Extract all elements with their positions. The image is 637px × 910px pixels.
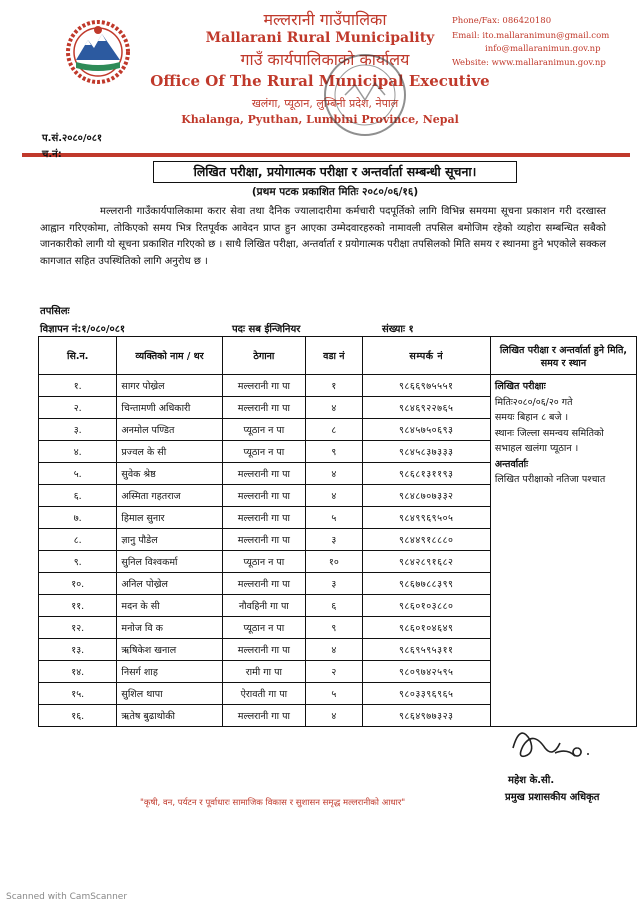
row-contact: ९८६०१०४६४९ bbox=[362, 617, 490, 639]
row-name: सुनिल विश्वकर्मा bbox=[117, 551, 222, 573]
row-name: सुवेक श्रेष्ठ bbox=[117, 463, 222, 485]
row-address: प्यूठान न पा bbox=[222, 551, 305, 573]
interview-label: अन्तर्वार्ताः bbox=[494, 458, 528, 470]
signatory-title: प्रमुख प्रशासकीय अधिकृत bbox=[505, 792, 600, 803]
row-ward: २ bbox=[306, 661, 363, 683]
row-contact: ९८४२८९१६८२ bbox=[362, 551, 490, 573]
row-address: मल्लरानी गा पा bbox=[222, 529, 305, 551]
row-name: ज्ञानु पौडेल bbox=[117, 529, 222, 551]
post-count: संख्याः १ bbox=[382, 324, 414, 335]
row-name: निसर्ग शाह bbox=[117, 661, 222, 683]
signature-scribble bbox=[505, 718, 595, 768]
table-row bbox=[39, 375, 637, 397]
row-contact: ९८४९९६९५०५ bbox=[362, 507, 490, 529]
row-address: मल्लरानी गा पा bbox=[222, 573, 305, 595]
row-contact: ९८६९५९५३११ bbox=[362, 639, 490, 661]
candidate-table bbox=[38, 336, 637, 727]
row-ward: ५ bbox=[306, 507, 363, 529]
row-serial: १. bbox=[39, 375, 117, 397]
scanner-watermark: Scanned with CamScanner bbox=[6, 892, 128, 902]
row-address: मल्लरानी गा पा bbox=[222, 375, 305, 397]
row-serial: ४. bbox=[39, 441, 117, 463]
row-ward: ८ bbox=[306, 419, 363, 441]
row-ward: १ bbox=[306, 375, 363, 397]
header-divider bbox=[22, 153, 630, 157]
row-name: अस्मिता गहतराज bbox=[117, 485, 222, 507]
written-exam-date: मितिः२०८०/०६/२० गते bbox=[494, 396, 573, 408]
office-name-english: Office Of The Rural Municipal Executive bbox=[150, 72, 490, 90]
contact-website: Website: www.mallaranimun.gov.np bbox=[452, 58, 606, 68]
row-serial: ९. bbox=[39, 551, 117, 573]
dispatch-number: च.नं: bbox=[42, 149, 62, 160]
row-address: प्यूठान न पा bbox=[222, 441, 305, 463]
row-serial: ३. bbox=[39, 419, 117, 441]
row-ward: ४ bbox=[306, 463, 363, 485]
row-ward: ९ bbox=[306, 617, 363, 639]
row-address: रामी गा पा bbox=[222, 661, 305, 683]
row-serial: १२. bbox=[39, 617, 117, 639]
row-address: मल्लरानी गा पा bbox=[222, 507, 305, 529]
exam-schedule-cell bbox=[490, 375, 636, 727]
row-contact: ९८४५७५०६९३ bbox=[362, 419, 490, 441]
row-ward: ३ bbox=[306, 573, 363, 595]
post-name: पदः सब ईन्जिनियर bbox=[232, 324, 301, 335]
row-contact: ९८६६९७५५५१ bbox=[362, 375, 490, 397]
office-name-nepali: गाउँ कार्यपालिकाको कार्यालय bbox=[240, 50, 410, 69]
row-name: अनमोल पण्डित bbox=[117, 419, 222, 441]
row-contact: ९८४६९२२७६५ bbox=[362, 397, 490, 419]
advertisement-number: विज्ञापन नं:१/०८०/०८१ bbox=[40, 324, 126, 335]
row-ward: ४ bbox=[306, 705, 363, 727]
header-address: ठेगाना bbox=[222, 337, 305, 375]
row-contact: ९८६८१३११९३ bbox=[362, 463, 490, 485]
row-address: प्यूठान न पा bbox=[222, 419, 305, 441]
contact-email-secondary: info@mallaranimun.gov.np bbox=[485, 44, 601, 54]
row-contact: ९८४५८३७३३३ bbox=[362, 441, 490, 463]
row-address: मल्लरानी गा पा bbox=[222, 463, 305, 485]
row-contact: ९८६७७८८३९९ bbox=[362, 573, 490, 595]
row-serial: १५. bbox=[39, 683, 117, 705]
row-contact: ९८४४९१८८८० bbox=[362, 529, 490, 551]
written-exam-time: समयः बिहान ८ बजे । bbox=[494, 412, 569, 423]
row-ward: ३ bbox=[306, 529, 363, 551]
row-name: प्रज्वल के सी bbox=[117, 441, 222, 463]
row-ward: ४ bbox=[306, 485, 363, 507]
row-serial: ११. bbox=[39, 595, 117, 617]
row-name: अनिल पोख्रेल bbox=[117, 573, 222, 595]
written-exam-place: स्थानः जिल्ला समन्वय समितिको सभाहल खलंगा प्यूठान । bbox=[494, 427, 604, 454]
row-serial: १४. bbox=[39, 661, 117, 683]
row-serial: ५. bbox=[39, 463, 117, 485]
row-serial: ६. bbox=[39, 485, 117, 507]
row-contact: ९८६४९७७३२३ bbox=[362, 705, 490, 727]
row-name: ऋषिकेश खनाल bbox=[117, 639, 222, 661]
municipality-name-english: Mallarani Rural Municipality bbox=[205, 30, 435, 46]
row-name: सुशिल थापा bbox=[117, 683, 222, 705]
row-address: मल्लरानी गा पा bbox=[222, 485, 305, 507]
row-contact: ९८६०१०३८८० bbox=[362, 595, 490, 617]
address-nepali: खलंगा, प्यूठान, लुम्बिनी प्रदेश, नेपाल bbox=[251, 97, 399, 110]
row-ward: ९ bbox=[306, 441, 363, 463]
notice-title: लिखित परीक्षा, प्रयोगात्मक परीक्षा र अन्तर्वार्ता सम्बन्धी सूचना। bbox=[153, 161, 517, 183]
notice-body: मल्लरानी गाउँकार्यपालिकामा करार सेवा तथा दैनिक ज्यालादारीमा कर्मचारी पदपूर्तिको लागि विभिन्न समयमा सूचना प्रकाशन गरी दरखास्त आह्वान गरिएकोमा, तोकिएको समय भित्र रितपूर्वक आवेदन प्राप्त हुन आएका उम्मेदवारहरुको नामावली तपसिल बमोजिम रहेको व्यहोरा सम्बन्धित सबैको जानकारीको लागी यो सूचना प्रकाशित गरिएको छ । साथै लिखित परीक्षा, अन्तर्वार्ता र प्रयोगात्मक परीक्षा तपसिलको मिति समय र स्थानमा हुने भएकोले सक्कल कागजात सहित उपस्थितिको लागि अनुरोध छ । bbox=[40, 206, 606, 267]
row-contact: ९८०९७४२५९५ bbox=[362, 661, 490, 683]
row-serial: २. bbox=[39, 397, 117, 419]
contact-email: Email: ito.mallaranimun@gmail.com bbox=[452, 31, 610, 41]
contact-phone: Phone/Fax: 086420180 bbox=[452, 16, 552, 26]
row-ward: ४ bbox=[306, 639, 363, 661]
row-serial: ८. bbox=[39, 529, 117, 551]
row-serial: १३. bbox=[39, 639, 117, 661]
written-exam-label: लिखित परीक्षाः bbox=[494, 381, 546, 392]
notice-subtitle: (प्रथम पटक प्रकाशित मितिः २०८०/०६/१६) bbox=[251, 186, 419, 198]
municipality-logo bbox=[62, 18, 134, 86]
row-name: मदन के सी bbox=[117, 595, 222, 617]
row-name: मनोज वि क bbox=[117, 617, 222, 639]
header-ward: वडा नं bbox=[306, 337, 363, 375]
header-contact: सम्पर्क नं bbox=[362, 337, 490, 375]
interview-text: लिखित परीक्षाको नतिजा पश्चात bbox=[494, 474, 606, 485]
row-contact: ९८०३३९६९६५ bbox=[362, 683, 490, 705]
row-ward: १० bbox=[306, 551, 363, 573]
row-address: मल्लरानी गा पा bbox=[222, 705, 305, 727]
row-address: मल्लरानी गा पा bbox=[222, 397, 305, 419]
office-stamp bbox=[315, 45, 415, 145]
row-serial: १६. bbox=[39, 705, 117, 727]
row-ward: ६ bbox=[306, 595, 363, 617]
row-serial: १०. bbox=[39, 573, 117, 595]
row-name: सागर पोख्रेल bbox=[117, 375, 222, 397]
row-address: नौवहिनी गा पा bbox=[222, 595, 305, 617]
header-serial: सि.न. bbox=[39, 337, 117, 375]
table-header-row bbox=[39, 337, 637, 375]
row-name: चिन्तामणी अधिकारी bbox=[117, 397, 222, 419]
row-address: प्यूठान न पा bbox=[222, 617, 305, 639]
row-serial: ७. bbox=[39, 507, 117, 529]
footer-slogan: "कृषी, वन, पर्यटन र पूर्वाधारः सामाजिक विकास र सुशासन समृद्ध मल्लरानीको आधार" bbox=[140, 798, 406, 808]
header-name: व्यक्तिको नाम / थर bbox=[117, 337, 222, 375]
row-address: मल्लरानी गा पा bbox=[222, 639, 305, 661]
reference-number: प.सं.२०८०/०८१ bbox=[42, 133, 103, 144]
row-ward: ५ bbox=[306, 683, 363, 705]
row-address: ऐरावती गा पा bbox=[222, 683, 305, 705]
row-ward: ४ bbox=[306, 397, 363, 419]
header-exam-schedule: लिखित परीक्षा र अन्तर्वार्ता हुने मिति, समय र स्थान bbox=[490, 337, 636, 375]
address-english: Khalanga, Pyuthan, Lumbini Province, Nepal bbox=[181, 113, 459, 126]
row-name: ऋतेष बुढाथोकी bbox=[117, 705, 222, 727]
row-name: हिमाल सुनार bbox=[117, 507, 222, 529]
row-contact: ९८४८७०७३३२ bbox=[362, 485, 490, 507]
signatory-name: महेश के.सी. bbox=[508, 775, 555, 786]
municipality-name-nepali: मल्लरानी गाउँपालिका bbox=[263, 10, 387, 29]
tapsil-label: तपसिलः bbox=[40, 306, 70, 317]
